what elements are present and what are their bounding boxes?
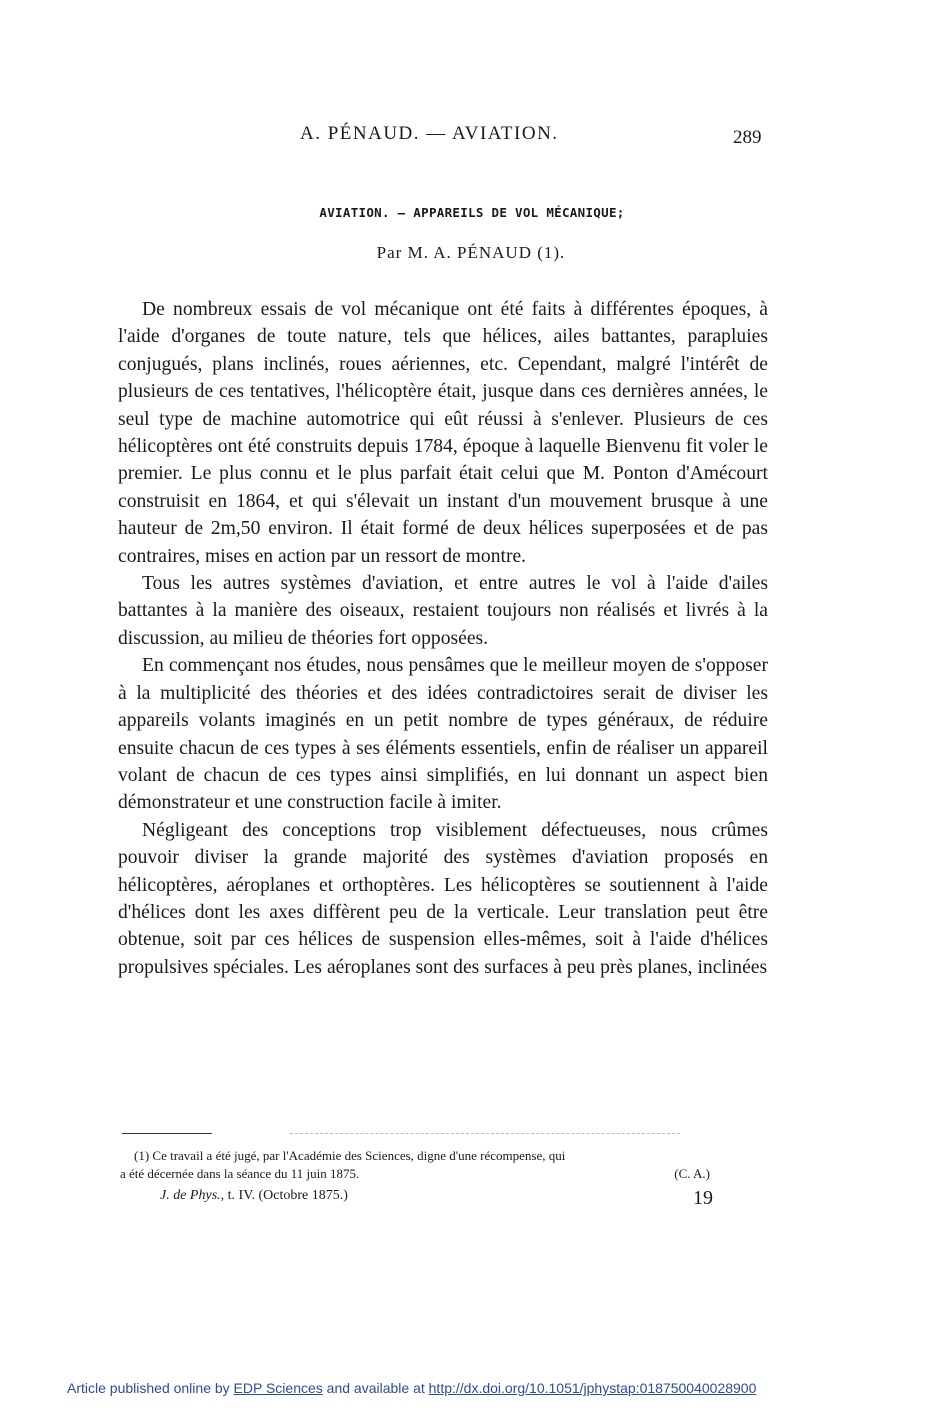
publisher-prefix: Article published online by [67, 1380, 230, 1396]
doi-link[interactable]: http://dx.doi.org/10.1051/jphystap:018750040028900 [428, 1380, 757, 1396]
journal-volume-date: t. IV. (Octobre 1875.) [227, 1188, 348, 1203]
page-number: 289 [733, 127, 762, 148]
paragraph: Négligeant des conceptions trop visiblement défectueuses, nous crûmes pouvoir diviser la grande majorité des systèmes d'aviation proposés en hélicoptères, aéroplanes et orthoptères. Les hélicoptères se soutiennent à l'aide d'hélices dont les axes diffèrent peu de la verticale. Leur translation peut être obtenue, soit par ces hélices de suspension elles-mêmes, soit à l'aide d'hélices propulsives spéciales. Les aéroplanes sont des surfaces à peu près planes, inclinées [118, 819, 768, 978]
byline-note-ref: (1). [537, 243, 566, 262]
paragraph: En commençant nos études, nous pensâmes que le meilleur moyen de s'opposer à la multiplicité des théories et des idées contradictoires serait de diviser les appareils volants imaginés en un petit nombre de types généraux, de réduire ensuite chacun de ces types à ses éléments essentiels, enfin de réaliser un appareil volant de chacun de ces types ainsi simplifiés, en lui donnant un aspect bien démonstrateur et une construction facile à imiter. [118, 655, 768, 814]
footnote-author: (C. A.) [674, 1166, 710, 1181]
running-title: A. PÉNAUD. — AVIATION. [300, 123, 559, 144]
footnote-line-2 [120, 1165, 768, 1183]
byline [0, 243, 930, 263]
footnote [120, 1147, 768, 1183]
paragraph: De nombreux essais de vol mécanique ont été faits à différentes époques, à l'aide d'organes de toute nature, tels que hélices, ailes battantes, parapluies conjugués, plans inclinés, roues aériennes, etc. Cependant, malgré l'intérêt de plusieurs de ces tentatives, l'hélicoptère était, jusque dans ces dernières années, le seul type de machine automotrice qui eût réussi à s'enlever. Plusieurs de ces hélicoptères ont été construits depuis 1784, époque à laquelle Bienvenu fit voler le premier. Le plus connu et le plus parfait était celui que M. Ponton d'Amécourt construisit en 1864, et qui s'élevait un instant d'un mouvement brusque à une hauteur de 2m,50 environ. Il était formé de deux hélices superposées et de pas contraires, mises en action par un ressort de montre. [118, 299, 768, 567]
footnote-line-2-text: a été décernée dans la séance du 11 juin 1875. [120, 1166, 360, 1181]
body-text [118, 296, 768, 981]
journal-name: J. de Phys., [160, 1188, 225, 1203]
publisher-middle: and available at [326, 1380, 425, 1396]
journal-reference [160, 1188, 348, 1204]
footnote-divider [122, 1133, 212, 1134]
signature-mark: 19 [693, 1187, 713, 1209]
paragraph: Tous les autres systèmes d'aviation, et entre autres le vol à l'aide d'ailes battantes à la manière des oiseaux, restaient toujours non réalisés et livrés à la discussion, au milieu de théories fort opposées. [118, 573, 768, 649]
publisher-line [67, 1380, 756, 1396]
publisher-link[interactable]: EDP Sciences [233, 1380, 323, 1396]
footnote-line-1: (1) Ce travail a été jugé, par l'Académie des Sciences, digne d'une récompense, qui [134, 1148, 566, 1163]
running-head [0, 123, 930, 149]
footnote-divider-faint [290, 1133, 680, 1134]
article-title: AVIATION. — APPAREILS DE VOL MÉCANIQUE; [319, 205, 625, 220]
byline-author: Par M. A. PÉNAUD [376, 243, 532, 262]
